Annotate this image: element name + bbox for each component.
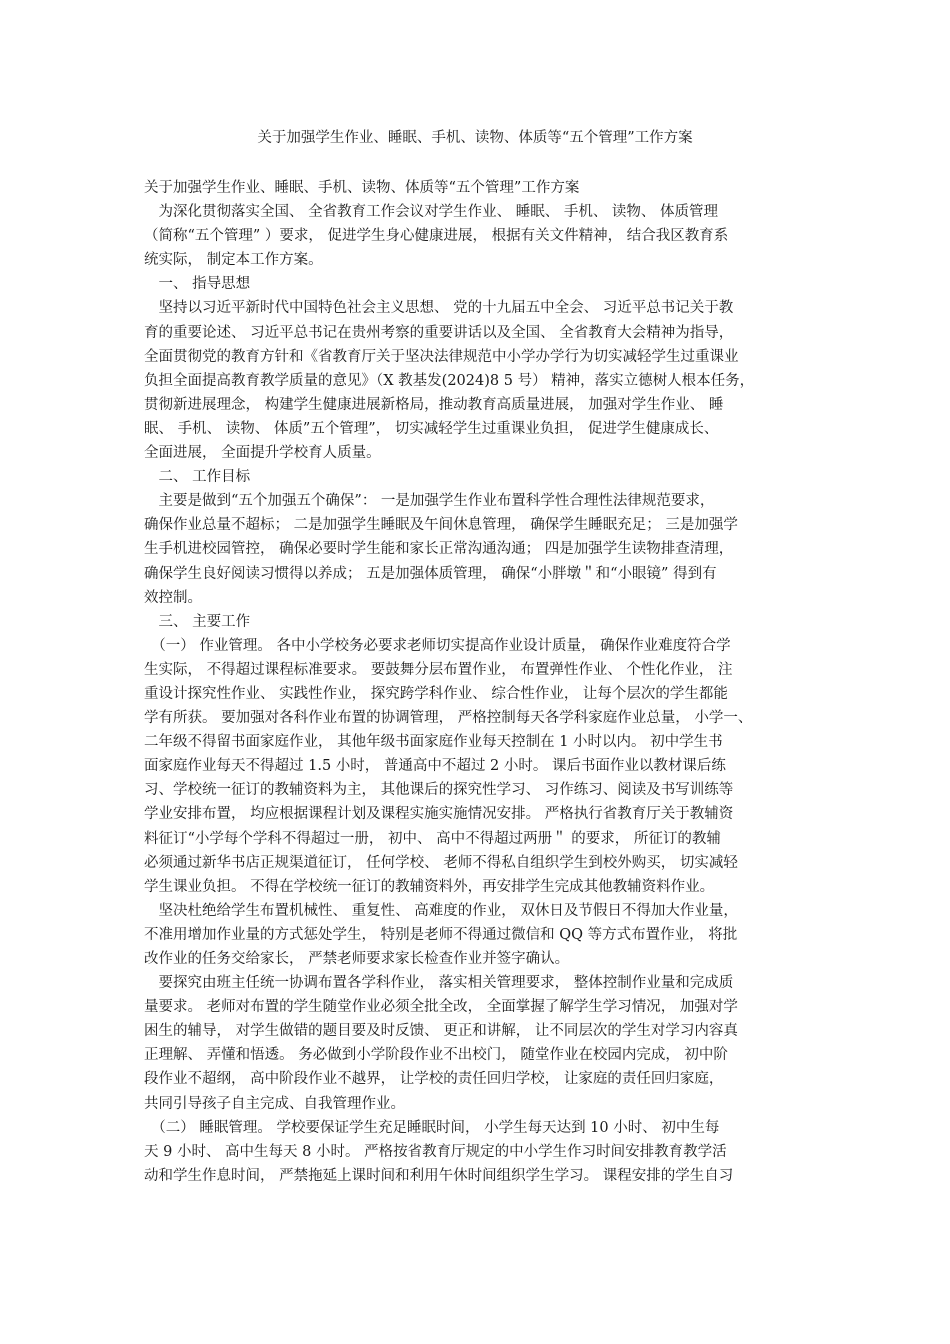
text-line: 负担全面提高教育教学质量的意见》（X 教基发(2024)8 5 号） 精神，落实立德树人根本任务， bbox=[144, 372, 755, 389]
text-line: 量要求。 老师对布置的学生随堂作业必须全批全改， 全面掌握了解学生学习情况， 加强对学 bbox=[144, 999, 738, 1016]
text-line: 二年级不得留书面家庭作业， 其他年级书面家庭作业每天控制在 1 小时以内。 初中学生书 bbox=[144, 734, 723, 751]
text-line: 动和学生作息时间， 严禁拖延上课时间和利用午休时间组织学生学习。 课程安排的学生自习 bbox=[144, 1167, 734, 1184]
text-line: 料征订“小学每个学科不得超过一册， 初中、 高中不得超过两册＂ 的要求， 所征订的教辅 bbox=[144, 830, 721, 847]
text-line: 共同引导孩子自主完成、自我管理作业。 bbox=[144, 1095, 405, 1112]
text-line: （一） 作业管理。 各中小学校务必要求老师切实提高作业设计质量， 确保作业难度符合学 bbox=[144, 637, 731, 654]
text-line: （二） 睡眠管理。 学校要保证学生充足睡眠时间， 小学生每天达到 10 小时、 初中生每 bbox=[144, 1119, 720, 1136]
text-line: 改作业的任务交给家长， 严禁老师要求家长检查作业并签字确认。 bbox=[144, 951, 570, 967]
text-line: 必须通过新华书店正规渠道征订， 任何学校、 老师不得私自组织学生到校外购买， 切实减轻 bbox=[144, 854, 738, 871]
text-line: 正理解、 弄懂和悟透。 务必做到小学阶段作业不出校门， 随堂作业在校园内完成， 初中阶 bbox=[144, 1047, 728, 1064]
text-line: 眠、 手机、 读物、 体质”五个管理”， 切实减轻学生过重课业负担， 促进学生健康成长、 bbox=[144, 420, 719, 437]
text-line: 坚持以习近平新时代中国特色社会主义思想、 党的十九届五中全会、 习近平总书记关于教 bbox=[144, 300, 734, 317]
text-line: 困生的辅导， 对学生做错的题目要及时反馈、 更正和讲解， 让不同层次的学生对学习内容真 bbox=[144, 1023, 738, 1040]
text-line: 学业安排布置， 均应根据课程计划及课程实施实施情况安排。 严格执行省教育厅关于教辅资 bbox=[144, 806, 734, 823]
text-line: 一、 指导思想 bbox=[144, 276, 251, 293]
text-line: 学生课业负担。 不得在学校统一征订的教辅资料外，再安排学生完成其他教辅资料作业。 bbox=[144, 878, 715, 895]
text-line: 要探究由班主任统一协调布置各学科作业， 落实相关管理要求， 整体控制作业量和完成质 bbox=[144, 975, 734, 992]
text-line: 关于加强学生作业、睡眠、手机、读物、体质等“五个管理”工作方案 bbox=[144, 180, 580, 196]
text-line: 贯彻新进展理念， 构建学生健康进展新格局，推动教育高质量进展， 加强对学生作业、 睡 bbox=[144, 396, 724, 413]
text-line: 为深化贯彻落实全国、 全省教育工作会议对学生作业、 睡眠、 手机、 读物、 体质管理 bbox=[144, 204, 719, 221]
text-line: 天 9 小时、 高中生每天 8 小时。 严格按省教育厅规定的中小学生作习时间安排教育教学活 bbox=[144, 1143, 727, 1160]
text-line: 统实际， 制定本工作方案。 bbox=[144, 252, 323, 269]
text-line: 全面进展， 全面提升学校育人质量。 bbox=[144, 445, 381, 462]
text-line: 主要是做到“五个加强五个确保”： 一是加强学生作业布置科学性合理性法律规范要求， bbox=[144, 493, 715, 510]
text-line: 确保作业总量不超标； 二是加强学生睡眠及午间休息管理， 确保学生睡眠充足； 三是加强学 bbox=[144, 517, 738, 534]
text-line: 习、学校统一征订的教辅资料为主， 其他课后的探究性学习、 习作练习、阅读及书写训练等 bbox=[144, 782, 734, 799]
text-line: （简称“五个管理” ）要求， 促进学生身心健康进展， 根据有关文件精神， 结合我区教育系 bbox=[144, 228, 729, 245]
text-line: 重设计探究性作业、 实践性作业， 探究跨学科作业、 综合性作业， 让每个层次的学生都能 bbox=[144, 685, 728, 702]
text-line: 不准用增加作业量的方式惩处学生， 特别是老师不得通过微信和 QQ 等方式布置作业， 将批 bbox=[144, 926, 738, 943]
text-line: 全面贯彻党的教育方针和《省教育厅关于坚决法律规范中小学办学行为切实减轻学生过重课业 bbox=[144, 348, 739, 365]
text-line: 学有所获。 要加强对各科作业布置的协调管理， 严格控制每天各学科家庭作业总量， 小学一、 bbox=[144, 710, 753, 727]
page-title: 关于加强学生作业、睡眠、手机、读物、体质等“五个管理”工作方案 bbox=[257, 130, 693, 146]
text-line: 效控制。 bbox=[144, 589, 202, 606]
text-line: 二、 工作目标 bbox=[144, 469, 251, 486]
text-line: 生实际， 不得超过课程标准要求。 要鼓舞分层布置作业， 布置弹性作业、 个性化作业， 注 bbox=[144, 661, 733, 678]
text-line: 面家庭作业每天不得超过 1.5 小时， 普通高中不超过 2 小时。 课后书面作业以教材课后练 bbox=[144, 758, 726, 775]
text-line: 生手机进校园管控， 确保必要时学生能和家长正常沟通沟通； 四是加强学生读物排查清理， bbox=[144, 541, 734, 558]
text-line: 三、 主要工作 bbox=[144, 613, 251, 630]
text-line: 确保学生良好阅读习惯得以养成； 五是加强体质管理， 确保“小胖墩＂和“小眼镜” 得到有 bbox=[144, 565, 717, 582]
text-line: 段作业不超纲， 高中阶段作业不越界， 让学校的责任回归学校， 让家庭的责任回归家庭， bbox=[144, 1071, 724, 1088]
document-body bbox=[144, 176, 834, 1188]
text-line: 育的重要论述、 习近平总书记在贵州考察的重要讲话以及全国、 全省教育大会精神为指导， bbox=[144, 324, 734, 341]
text-line: 坚决杜绝给学生布置机械性、 重复性、 高难度的作业， 双休日及节假日不得加大作业量， bbox=[144, 902, 738, 919]
